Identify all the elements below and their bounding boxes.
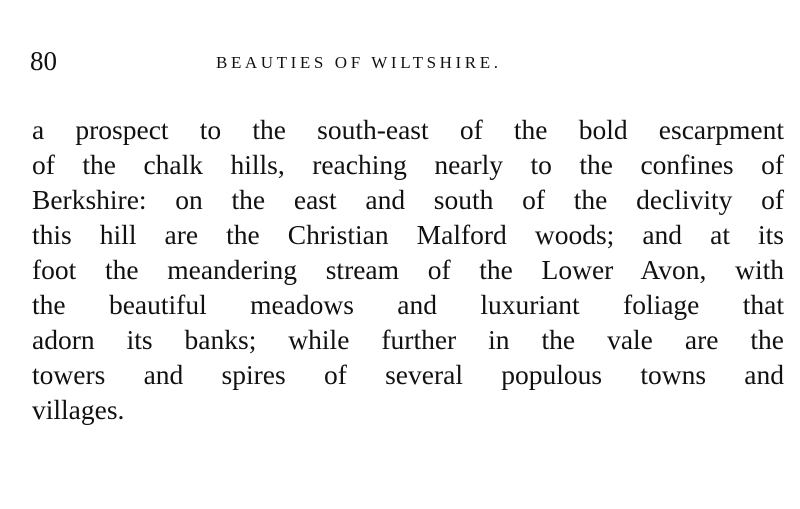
text-line: a prospect to the south-east of the bold escarpment xyxy=(32,114,784,145)
text-line: towers and spires of several populous towns and xyxy=(32,359,784,390)
text-line: villages. xyxy=(32,394,125,425)
text-line: Berkshire: on the east and south of the declivity of xyxy=(32,184,784,215)
text-line: this hill are the Christian Malford woods; and at its xyxy=(32,219,784,250)
text-line: foot the meandering stream of the Lower Avon, with xyxy=(32,254,784,285)
text-line: adorn its banks; while further in the vale are the xyxy=(32,324,784,355)
running-head xyxy=(30,46,770,80)
running-title: BEAUTIES OF WILTSHIRE. xyxy=(216,53,502,72)
text-line: the beautiful meadows and luxuriant foliage that xyxy=(32,289,784,320)
page-number: 80 xyxy=(30,46,57,76)
text-line: of the chalk hills, reaching nearly to the confines of xyxy=(32,149,784,180)
body-paragraph xyxy=(32,112,784,427)
